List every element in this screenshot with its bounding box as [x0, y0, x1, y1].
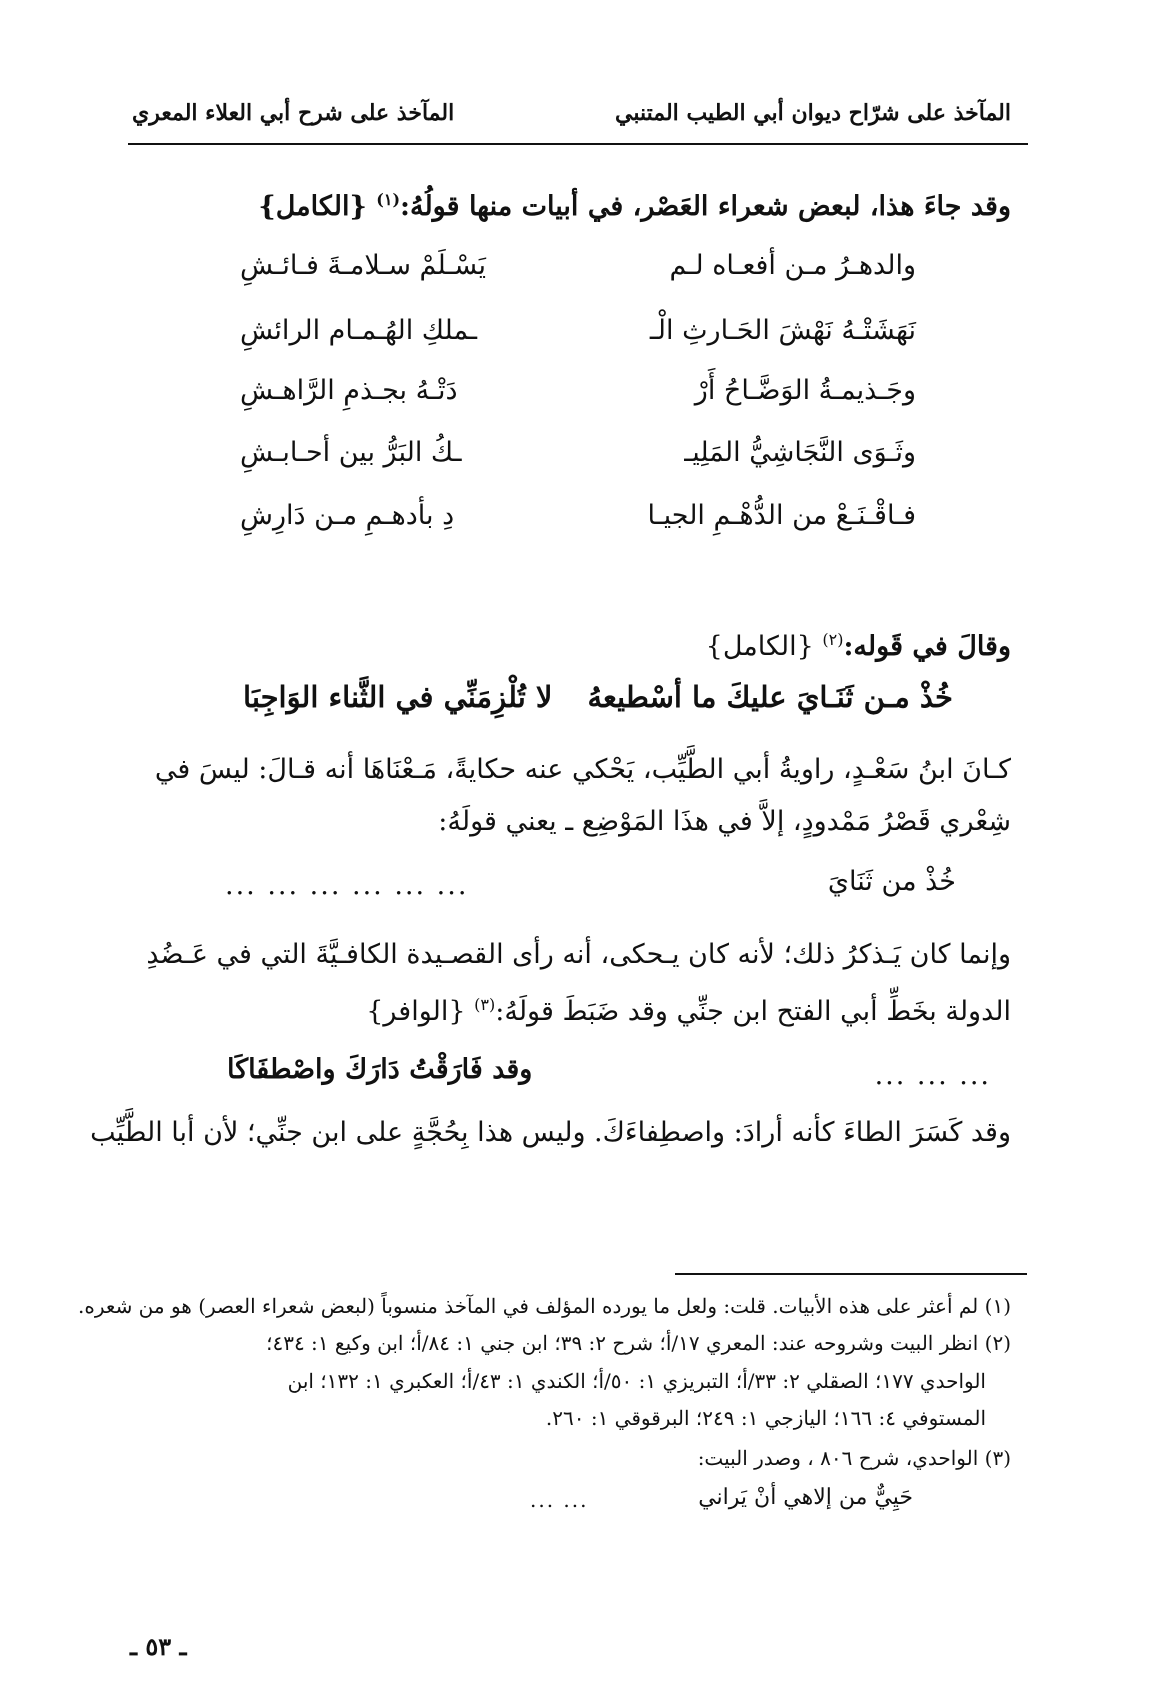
quote1-start: خُذْ من ثَنَايَ — [827, 866, 956, 897]
intro-line-1 — [258, 180, 1011, 227]
footnote-2-line-1: (٢) انظر البيت وشروحه عند: المعري ١٧/أ؛ شرح ٢: ٣٩؛ ابن جني ١: ٨٤/أ؛ ابن وكيع ١: ٤٣٤؛ — [266, 1331, 1011, 1355]
poem-hemistich-2b: ـملكِ الهُـمـام الرائشِ — [240, 315, 477, 346]
page-number: ـ ٥٣ ـ — [130, 1632, 187, 1661]
footnote-ref-1: (١) — [376, 190, 401, 209]
footnote-verse-ellipsis: ... ... — [530, 1488, 589, 1512]
meter-label-3: {الوافر} — [366, 996, 466, 1027]
poem-hemistich-4b: ـكُ البَرُّ بين أحـابـشِ — [240, 437, 462, 468]
meter-label-2: {الكامل} — [705, 631, 814, 662]
verse2-hemistich-b: لا تُلْزِمَنِّي في الثَّناء الوَاجِبَا — [243, 680, 553, 714]
poem-hemistich-2a: نَهَشَتْـهُ نَهْشَ الحَـارثِ الْـ — [649, 315, 916, 346]
para1-line-2: شِعْري قَصْرُ مَمْدودٍ، إلاَّ في هذَا المَوْضِع ـ يعني قولَهُ: — [438, 806, 1011, 837]
poem-hemistich-3a: وجَـذيمـةُ الوَضَّـاحُ أَرْ — [694, 375, 916, 406]
footnote-rule — [675, 1273, 1027, 1275]
footnote-ref-2: (٢) — [822, 630, 844, 649]
quote2-end: وقد فَارَقْتُ دَارَكَ واصْطفَاكَا — [227, 1054, 533, 1085]
footnote-ref-3: (٣) — [474, 995, 496, 1014]
poem-hemistich-1a: والدهـرُ مـن أفعـاه لـم — [669, 250, 916, 281]
footnote-3: (٣) الواحدي، شرح ٨٠٦ ، وصدر البيت: — [697, 1446, 1011, 1470]
para2-line-1: وإنما كان يَـذكرُ ذلك؛ لأنه كان يـحكى، أنه رأى القصـيدة الكافـيَّةَ التي في عَـضُدِ — [146, 939, 1011, 970]
poem-hemistich-1b: يَسْـلَمْ سـلامـةَ فـائـشِ — [240, 250, 486, 281]
quote2-ellipsis: ... ... ... — [874, 1060, 991, 1091]
para2-line-2 — [366, 985, 1011, 1032]
poem-hemistich-4a: وثَـوَى النَّجَاشِيُّ المَلِيـ — [684, 437, 916, 468]
poem-hemistich-5a: فـاقْـنَـعْ من الدُّهْـمِ الجيـا — [647, 500, 916, 531]
para2-line-2-text: الدولة بخَطِّ أبي الفتح ابن جنِّي وقد ضَبَطَ قولَهُ: — [495, 996, 1011, 1027]
para3-line-1: وقد كَسَرَ الطاءَ كأنه أرادَ: واصطِفاءَكَ. وليس هذا بِحُجَّةٍ على ابن جنِّي؛ لأن أبا الطَّيِّب — [90, 1117, 1011, 1148]
footnote-1: (١) لم أعثر على هذه الأبيات. قلت: ولعل ما يورده المؤلف في المآخذ منسوباً (لبعض شعراء العصر) هو من شعره. — [78, 1294, 1011, 1318]
intro-line-2 — [706, 620, 1011, 667]
poem-hemistich-3b: دَتْـهُ بجـذمِ الرَّاهـشِ — [240, 375, 458, 406]
footnote-2-line-2: الواحدي ١٧٧؛ الصقلي ٢: ٣٣/أ؛ التبريزي ١: ٥٠/أ؛ الكندي ١: ٤٣/أ؛ العكبري ١: ١٣٢؛ ابن — [287, 1369, 986, 1393]
header-rule — [128, 143, 1028, 145]
poem-hemistich-5b: دِ بأدهـمِ مـن دَارِشِ — [240, 500, 455, 531]
verse2-hemistich-a: خُذْ مـن ثَنَـايَ عليكَ ما أسْطيعهُ — [587, 680, 953, 714]
footnote-verse-start: حَيِيٌّ من إلاهي أنْ يَراني — [698, 1485, 913, 1510]
running-header-right: المآخذ على شرّاح ديوان أبي الطيب المتنبي — [615, 100, 1011, 126]
para1-line-1: كـانَ ابنُ سَعْـدٍ، راويةُ أبي الطَّيِّب، يَحْكي عنه حكايةً، مَـعْنَاهَا أنه قـالَ: ليسَ في — [154, 754, 1011, 785]
running-header-left: المآخذ على شرح أبي العلاء المعري — [132, 100, 455, 126]
quote1-ellipsis: ... ... ... ... ... ... — [225, 870, 469, 901]
meter-label: {الكامل} — [258, 191, 367, 222]
intro2-text: وقالَ في قَوله: — [843, 631, 1011, 662]
footnote-2-line-3: المستوفي ٤: ١٦٦؛ اليازجي ١: ٢٤٩؛ البرقوقي ١: ٢٦٠. — [545, 1406, 986, 1430]
intro-text: وقد جاءَ هذا، لبعض شعراء العَصْر، في أبيات منها قولُهُ: — [400, 191, 1011, 222]
